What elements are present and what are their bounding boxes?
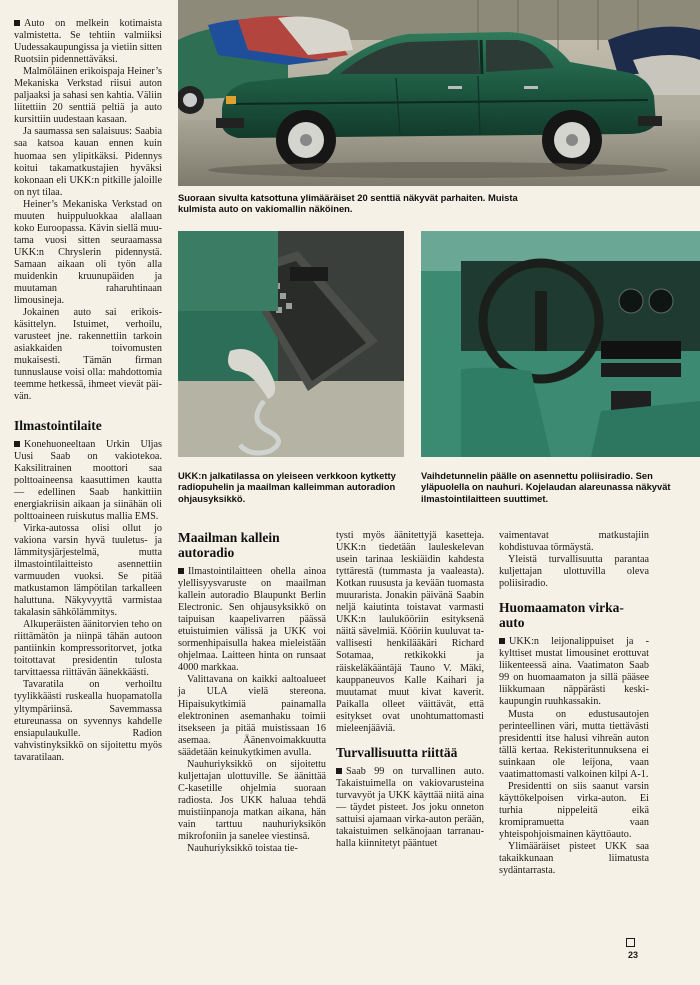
paragraph: Malmöläinen erikoispaja Heiner’s Mekaniska Verkstad riisui auton paljaaksi ja sahasi sen kahtia. Väliin liitettiin 20 senttiä peltiä ja auto kursittiin uudestaan kasaan. <box>14 66 162 126</box>
section-heading: Maailman kallein autoradio <box>178 530 280 560</box>
car-side-photo <box>178 0 700 186</box>
paragraph: Ja saumassa sen salaisuus: Saabia saa katsoa kauan ennen kuin huomaa sen ylipitkäksi. Pidennys koitui takamatkustajien hyväksi kokonaan eli UKK:n pitkille jaloille on nyt tilaa. <box>14 126 162 198</box>
paragraph: Ilmastointilaitteen ohella ainoa ylellisyysvaruste on maailman kallein autoradio Blaupunkt Berlin Electronic. Sen ohjausyksikkö on taipuisan kaapelivarren päässä etuistuimien välissä ja UKK voi sormenhipaisulla hakea mieleistään ohjelmaa. Laitteen hinta on runsaat 4000 markkaa. <box>178 566 326 674</box>
square-bullet-icon <box>178 568 184 574</box>
paragraph: Ylimääräiset pisteet UKK saa takaikkunaan liimatusta sydäntarrasta. <box>499 841 649 877</box>
square-bullet-icon <box>14 20 20 26</box>
paragraph: Nauhuriyksikkö on sijoitettu kuljettajan ulottuville. Se äänittää C-kasetille ohjelmia suoraan radiosta. Jos UKK haluaa tehdä muistiinpanoja matkan aikana, hän vain tarttuu nauhuriyksikön mikrofoniin ja sanelee viestinsä. <box>178 758 326 843</box>
paragraph: vaimentavat matkustajiin kohdistuvaa törmäystä. <box>499 530 649 554</box>
top-photo-caption: Suoraan sivulta katsottuna ylimääräiset 20 senttiä näkyvät parhaiten. Muista kulmista auto on vakiomallin näköinen. <box>178 192 518 215</box>
paragraph: Saab 99 on turvallinen auto. Takaistuimella on vakiovarusteina turvavyöt ja UKK käyttää niitä aina — täydet pisteet. Jos joku onneton sattuisi ajamaan virka-auton perään, takaistuimen selkänojaan tarranauhalla kiinnitetyt pääntuet <box>336 765 484 850</box>
paragraph: Alkuperäisten äänitorvien teho on riittämätön ja niinpä tähän autoon pantiinkin kompressoritorvet, jotka toitottavat presidentin tulosta tarvittaessa riittävän äänekkäästi. <box>14 619 162 679</box>
paragraph: Musta on edustusautojen perinteellinen väri, mutta tiettävästi presidentti itse halusi vihreän auton tällä kertaa. Rekisteritunnuksena ei suinkaan ole leijona, vaan vaatimattomasti valkoinen kilpi A-1. <box>499 708 649 780</box>
square-bullet-icon <box>499 638 505 644</box>
square-bullet-icon <box>336 768 342 774</box>
section-heading: Turvallisuutta riittää <box>336 744 458 760</box>
column-three <box>336 530 484 850</box>
interior-illustration <box>421 231 700 457</box>
paragraph: Konehuoneeltaan Urkin Uljas Uusi Saab on vakiotekoa. Kaksilitrainen moottori saa polttoaineensa kaasuttimen kautta — edellinen Saab hankittiin energiakriisin aikaan ja siinähän oli polttoaineen ruiskutus mallia EMS. <box>14 438 162 522</box>
paragraph: Valittavana on kaikki aaltoalueet ja ULA vielä stereona. Hipaisukytkimiä painamalla elektroninen asemanhaku toimii itsekseen ja pitää muistissaan 16 asemaa. Äänenvoimakkuutta säädetään keinukytkimen avulla. <box>178 674 326 758</box>
end-mark-icon <box>626 938 635 947</box>
paragraph: Heiner’s Mekaniska Verkstad on muuten huippuluokkaa alallaan koko Euroopassa. Kävin siellä muutama vuosi sitten seuraamassa UKK:n Chryslerin pidennystä. Samaan aikaan oli työn alla muidenkin kruunupäiden ja muutaman raharuhtinaan limousineja. <box>14 198 162 307</box>
page-number: 23 <box>628 950 639 960</box>
section-heading: Ilmastointilaite <box>14 417 102 433</box>
paragraph: UKK:n leijonalippuiset ja -kylttiset mustat limousinet erottuvat liikenteessä aina. Vaatimaton Saab 99 on huomaamaton ja sillä pääsee liikkumaan näppärästi keskikaupungin ruuhkassakin. <box>499 636 649 708</box>
paragraph: Yleistä turvallisuutta parantaa kuljettajan ulottuvilla oleva poliisiradio. <box>499 554 649 590</box>
car-side-illustration <box>178 0 700 186</box>
left-column <box>14 18 162 764</box>
square-bullet-icon <box>14 441 20 447</box>
paragraph: Jokainen auto sai erikoiskäsittelyn. Istuimet, verhoilu, varusteet jne. rakennettiin tarkoin asiakkaiden toivomusten mukaisesti. Tämän firman tunnuslause voisi olla: mahdottomia teemme hetkessä, ihmeet vievät päivän. <box>14 307 162 403</box>
paragraph: Nauhuriyksikkö toistaa tie- <box>187 843 298 855</box>
footwell-photo <box>178 231 404 457</box>
interior-photo <box>421 231 700 457</box>
section-heading: Huomaamaton virka-auto <box>499 600 624 631</box>
interior-caption: Vaihdetunnelin päälle on asennettu poliisiradio. Sen yläpuolella on nauhuri. Kojelaudan alareunassa näkyvät ilmastointilaitteen suuttimet. <box>421 470 671 504</box>
paragraph: Presidentti on siis saanut varsin käyttökelpoisen virka-auton. Ei turhia nippeleitä eikä kromipramuetta vaan yhteispohjoismainen käyttöauto. <box>499 780 649 840</box>
paragraph: Tavaratila on verhoiltu tyylikkäästi ruskealla huopamatolla yltympäriinsä. Savemmassa etureunassa on syvennys kahdelle ensiapulaukulle. Radion vahvistinyksikkö on sijoitettu myös tavaratilaan. <box>14 679 162 763</box>
footwell-caption: UKK:n jalkatilassa on yleiseen verkkoon kytketty radiopuhelin ja maailman kalleimman autoradion ohjausyksikkö. <box>178 470 396 504</box>
paragraph: tysti myös äänitettyjä kasetteja. UKK:n tiedetään lauleskelevan usein tarinaa leskiäidin kahdesta tyttärestä (tummasta ja vaaleasta). Kotkan ruususta ja kevään tuomasta muurarista. Jonakin päivänä Saabin neljä kaiutinta toistavat varmasti UKK:n laulukööriin esityksenä näitä sävelmiä. Kööriin kuuluvat tavallisesti henkilääkäri Richard Sotamaa, retkikokki ja räiskeläkääntäjä Tauno V. Mäki, kauppaneuvos Kalle Kaihari ja muutamat muut kivat kaverit. Paikalla olleet väittävät, että esitykset ovat unohtumattomasti mieleenjääviä. <box>336 530 484 734</box>
radiophone-illustration <box>178 231 404 457</box>
paragraph: Auto on melkein kotimaista valmistetta. Se tehtiin valmiiksi Uudessakaupungissa ja vietiin sitten Ruotsiin pidennettäväksi. <box>14 18 162 66</box>
middle-column <box>178 528 326 855</box>
paragraph: Virka-autossa olisi ollut jo vakiona varsin hyvä tuuletus- ja lämmitysjärjestelmä, mutta ilmastointilaitteisto asennettiin varmuuden vuoksi. Se pitää matkustamon lämpötilan tarkalleen haluttuna. Näkyvyyttä varmistaa takalasin sähkölämmitys. <box>14 522 162 619</box>
column-four <box>499 530 649 877</box>
